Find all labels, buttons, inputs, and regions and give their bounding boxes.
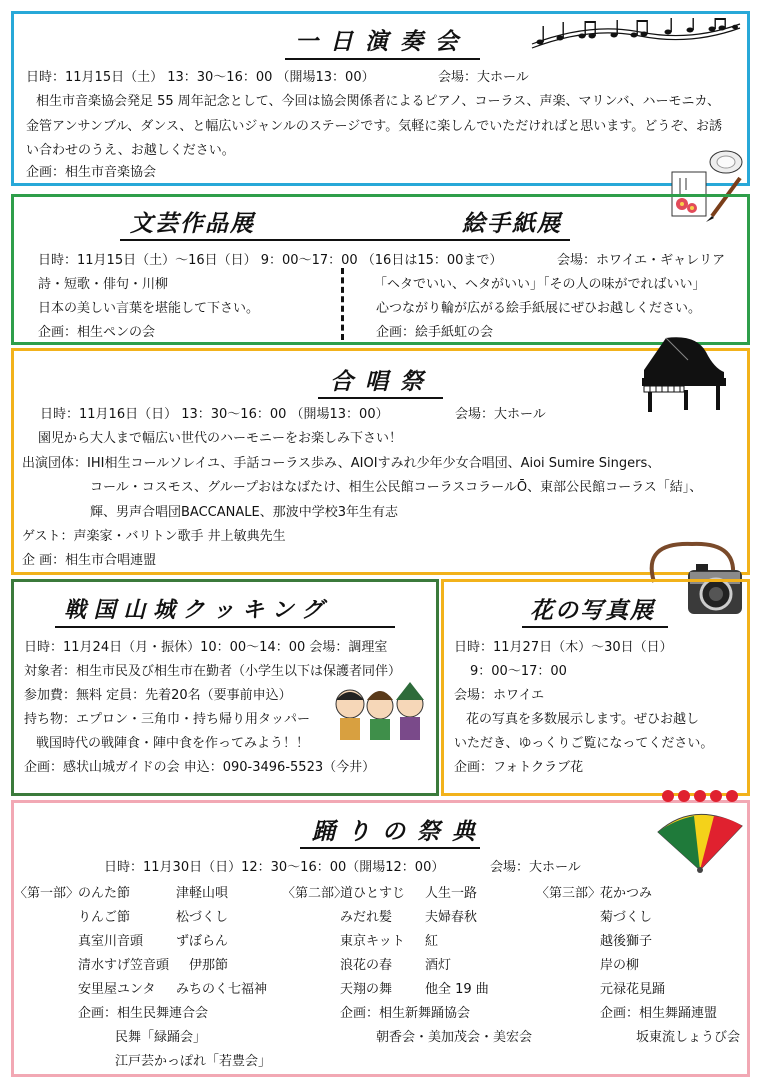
choir-groups-line: コール・コスモス、グループおはなばたけ、相生公民館コーラスコラールŌ、東部公民館コーラス「結」、 — [90, 480, 703, 495]
column-divider — [341, 268, 344, 340]
part3-organizer: 企画：相生舞踊連盟 — [600, 1006, 718, 1021]
part3-label: 〈第三部〉 — [536, 886, 602, 901]
concert-title-underline — [285, 58, 480, 60]
part3-song: 菊づくし — [600, 910, 653, 925]
photo-datetime: 日時：11月27日（木）〜30日（日） — [454, 640, 673, 655]
part2-song: 夫婦春秋 — [425, 910, 478, 925]
choir-groups-line: 出演団体：IHI相生コールソレイユ、手話コーラス歩み、AIOIすみれ少年少女合唱団、Aioi Sumire Singers、 — [22, 456, 661, 471]
part3-song: 越後獅子 — [600, 934, 653, 949]
part2-song: 道ひとすじ — [340, 886, 406, 901]
dance-datetime: 日時：11月30日（日）12：30〜16：00（開場12：00） — [104, 860, 445, 875]
concert-venue: 会場：大ホール — [438, 70, 529, 85]
literary-organizer: 企画：相生ペンの会 — [38, 325, 156, 340]
cooking-fee: 参加費：無料 定員：先着20名（要事前申込） — [24, 688, 292, 703]
part1-label: 〈第一部〉 — [14, 886, 80, 901]
folding-fan-icon — [654, 786, 746, 876]
cooking-datetime: 日時：11月24日（月・振休）10：00〜14：00 会場：調理室 — [24, 640, 388, 655]
part1-song: 松づくし — [176, 910, 229, 925]
etegami-quote: 「ヘタでいい、ヘタがいい」「その人の味がでればいい」 — [374, 277, 706, 292]
part1-song: 津軽山唄 — [176, 886, 229, 901]
music-notes-icon — [530, 18, 742, 54]
choir-datetime: 日時：11月16日（日） 13：30〜16：00 （開場13：00） — [40, 407, 389, 422]
part1-song: 真室川音頭 — [78, 934, 144, 949]
cooking-title-underline — [55, 626, 395, 628]
part2-song: 浪花の春 — [340, 958, 393, 973]
part2-song: みだれ髪 — [340, 910, 393, 925]
photo-title-underline — [522, 626, 668, 628]
concert-organizer: 企画：相生市音楽協会 — [26, 165, 157, 180]
samurai-characters-icon — [330, 678, 430, 742]
concert-desc-line: 金管アンサンブル、ダンス、と幅広いジャンルのステージです。気軽に楽しんでいただければと思います。どうぞ、お誘 — [26, 119, 722, 134]
literary-desc: 日本の美しい言葉を堪能して下さい。 — [38, 301, 260, 316]
cooking-title: 戦 国 山 城 ク ッ キ ン グ — [64, 598, 324, 623]
choir-guest: ゲスト：声楽家・バリトン歌手 井上敏典先生 — [22, 529, 286, 544]
etegami-desc: 心つながり輪が広がる絵手紙展にぜひお越しください。 — [376, 301, 702, 316]
cooking-items: 持ち物：エプロン・三角巾・持ち帰り用タッパー — [24, 712, 311, 727]
literary-title-underline — [120, 239, 570, 241]
cooking-desc: 戦国時代の戦陣食・陣中食を作ってみよう！！ — [36, 736, 310, 751]
part2-song: 紅 — [425, 934, 439, 949]
literary-section — [11, 194, 750, 345]
literary-datetime: 日時：11月15日（土）〜16日（日） 9：00〜17：00 （16日は15：00まで） — [38, 253, 503, 268]
part1-group: 江戸芸かっぽれ「若豊会」 — [115, 1054, 272, 1069]
dance-venue: 会場：大ホール — [490, 860, 581, 875]
dance-title-underline — [300, 847, 480, 849]
part1-song: のんた節 — [78, 886, 131, 901]
literary-genres: 詩・短歌・俳句・川柳 — [38, 277, 169, 292]
part2-song: 東京キット — [340, 934, 405, 949]
photo-time: 9：00〜17：00 — [470, 664, 567, 679]
part2-label: 〈第二部〉 — [282, 886, 348, 901]
part1-song: 清水すげ笠音頭 — [78, 958, 170, 973]
etegami-title: 絵手紙展 — [462, 211, 562, 237]
part3-song: 花かつみ — [600, 886, 653, 901]
choir-intro: 園児から大人まで幅広い世代のハーモニーをお楽しみ下さい！ — [38, 431, 403, 446]
cooking-organizer: 企画：感状山城ガイドの会 申込：090-3496-5523（今井） — [24, 760, 376, 775]
part1-song: 伊那節 — [189, 958, 229, 973]
concert-desc-line: い合わせのうえ、お越しください。 — [26, 143, 235, 158]
concert-desc-line: 相生市音楽協会発足 55 周年記念として、今回は協会関係者によるピアノ、コーラス、声楽、マリンバ、ハーモニカ、 — [36, 94, 721, 109]
photo-desc: いただき、ゆっくりご覧になってください。 — [454, 736, 714, 751]
part1-song: みちのく七福神 — [176, 982, 268, 997]
part3-song: 岸の柳 — [600, 958, 640, 973]
literary-venue: 会場：ホワイエ・ギャレリア — [557, 253, 726, 268]
grand-piano-icon — [636, 334, 728, 414]
dance-title: 踊 り の 祭 典 — [312, 819, 478, 845]
photo-desc: 花の写真を多数展示します。ぜひお越し — [466, 712, 699, 727]
part2-song: 天翔の舞 — [340, 982, 393, 997]
part1-song: ずぼらん — [176, 934, 229, 949]
choir-venue: 会場：大ホール — [455, 407, 546, 422]
choir-organizer: 企 画：相生市合唱連盟 — [22, 553, 157, 568]
part2-organizer: 企画：相生新舞踊協会 — [340, 1006, 471, 1021]
part2-song: 他全 19 曲 — [425, 982, 489, 997]
choir-groups-line: 輝、男声合唱団BACCANALE、那波中学校3年生有志 — [90, 505, 398, 520]
concert-datetime: 日時：11月15日（土） 13：30〜16：00 （開場13：00） — [26, 70, 375, 85]
choir-title: 合 唱 祭 — [330, 369, 426, 395]
photo-title: 花の写真展 — [530, 598, 655, 624]
part3-song: 元禄花見踊 — [600, 982, 666, 997]
part1-organizer: 企画：相生民舞連合会 — [78, 1006, 209, 1021]
cooking-target: 対象者：相生市民及び相生市在勤者（小学生以下は保護者同伴） — [24, 664, 402, 679]
part1-song: 安里屋ユンタ — [78, 982, 156, 997]
part3-group: 坂東流しょうび会 — [636, 1030, 741, 1045]
part2-song: 人生一路 — [425, 886, 478, 901]
part1-song: りんご節 — [78, 910, 131, 925]
part2-group: 朝香会・美加茂会・美宏会 — [376, 1030, 533, 1045]
photo-venue: 会場：ホワイエ — [454, 688, 545, 703]
concert-title: 一 日 演 奏 会 — [295, 29, 461, 55]
photo-organizer: 企画：フォトクラブ花 — [454, 760, 584, 775]
choir-title-underline — [318, 397, 443, 399]
etegami-organizer: 企画：絵手紙虹の会 — [376, 325, 494, 340]
part1-group: 民舞「緑踊会」 — [115, 1030, 207, 1045]
literary-title: 文芸作品展 — [130, 211, 255, 237]
part2-song: 酒灯 — [425, 958, 452, 973]
